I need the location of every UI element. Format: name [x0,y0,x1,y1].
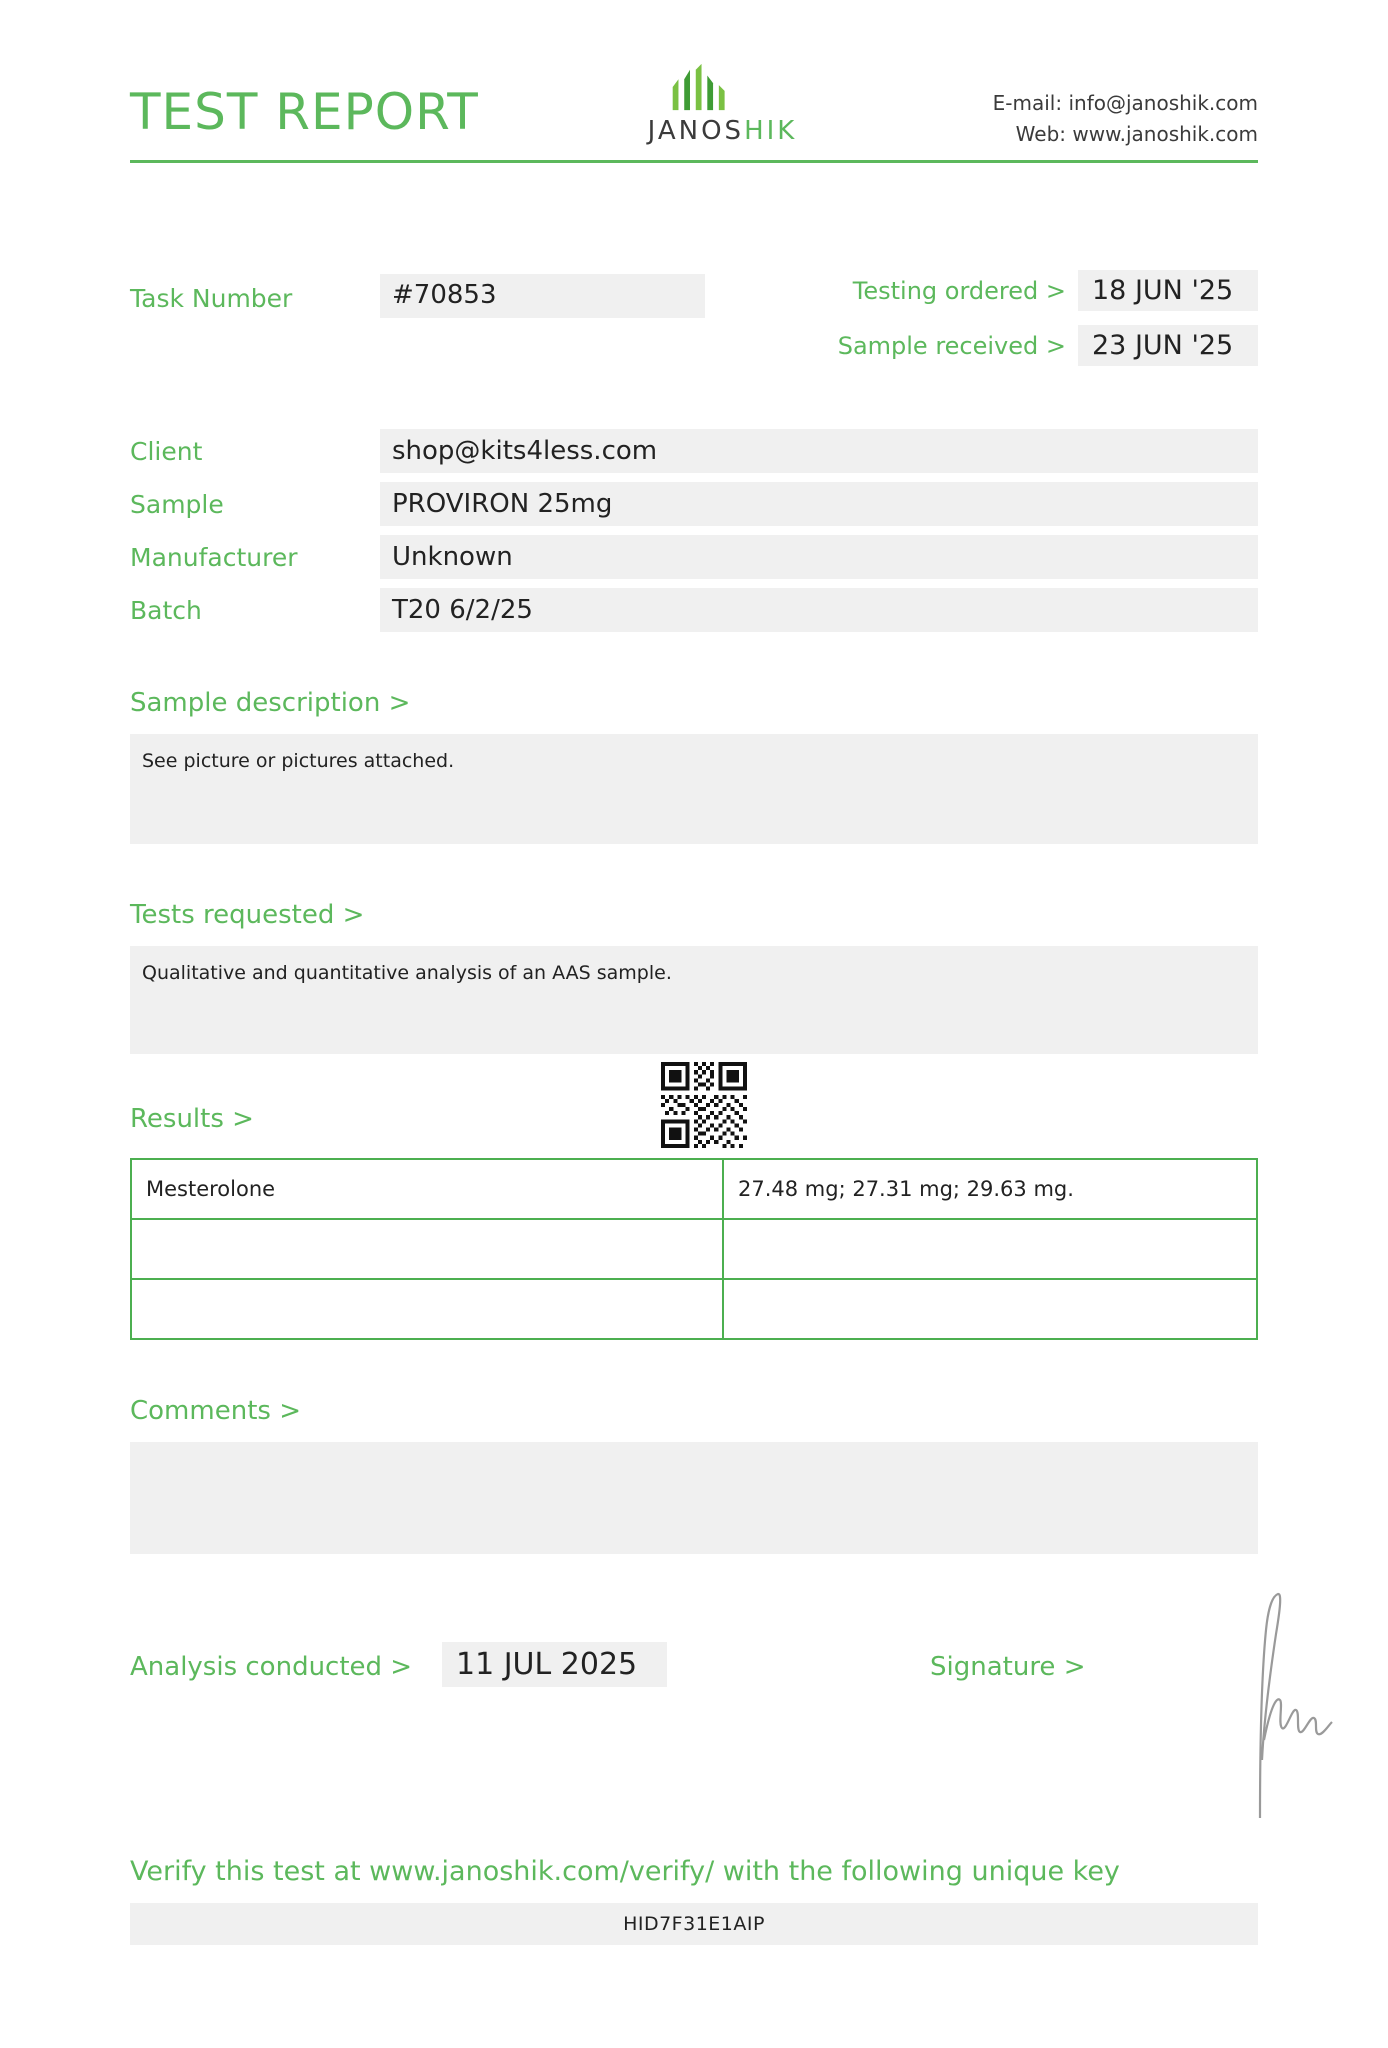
result-analyte: Mesterolone [131,1159,723,1219]
sample-description-text: See picture or pictures attached. [130,734,1258,844]
tests-requested-heading: Tests requested > [130,900,365,930]
page-title: TEST REPORT [130,83,479,141]
brand-wordmark-dark: JANOS [647,116,745,146]
testing-ordered-value: 18 JUN '25 [1078,270,1258,311]
result-value [723,1219,1257,1279]
sample-label: Sample [130,489,224,519]
table-row [131,1159,1257,1219]
unique-key-value: HID7F31E1AIP [130,1903,1258,1945]
date-block [778,270,1258,380]
signature-label: Signature > [930,1652,1086,1682]
comments-text [130,1442,1258,1554]
sample-description-heading: Sample description > [130,688,411,718]
table-row [131,1279,1257,1339]
task-number-value: #70853 [380,274,705,318]
brand-logo [615,62,830,146]
sample-received-row [778,325,1258,366]
header-divider [130,160,1258,163]
analysis-conducted-date: 11 JUL 2025 [442,1642,667,1687]
results-table [130,1158,1258,1340]
task-section [130,274,1258,379]
client-value: shop@kits4less.com [380,429,1258,473]
info-row-manufacturer [130,535,1258,579]
result-value [723,1279,1257,1339]
batch-value: T20 6/2/25 [380,588,1258,632]
sample-info-table [130,429,1258,632]
mountain-logo-icon [665,62,780,112]
manufacturer-label: Manufacturer [130,542,298,572]
signature-image [1220,1590,1360,1820]
info-row-sample [130,482,1258,526]
brand-wordmark [615,116,830,146]
verify-text: Verify this test at www.janoshik.com/verify/ with the following unique key [130,1856,1120,1887]
qr-code-icon [650,1062,758,1148]
manufacturer-value: Unknown [380,535,1258,579]
info-row-batch [130,588,1258,632]
table-row [131,1219,1257,1279]
testing-ordered-row [778,270,1258,311]
sample-received-value: 23 JUN '25 [1078,325,1258,366]
document-content [130,0,1258,1945]
sample-received-label: Sample received > [837,331,1066,360]
contact-email: E-mail: info@janoshik.com [992,91,1258,115]
document-header [130,0,1258,170]
analysis-conducted-label: Analysis conducted > [130,1652,413,1682]
result-analyte [131,1219,723,1279]
sample-value: PROVIRON 25mg [380,482,1258,526]
info-row-client [130,429,1258,473]
batch-label: Batch [130,595,202,625]
tests-requested-text: Qualitative and quantitative analysis of an AAS sample. [130,946,1258,1054]
task-number-label: Task Number [130,284,293,313]
brand-wordmark-green: HIK [744,116,798,146]
comments-heading: Comments > [130,1396,301,1426]
results-heading: Results > [130,1104,254,1134]
results-heading-row [130,1100,1258,1144]
result-value: 27.48 mg; 27.31 mg; 29.63 mg. [723,1159,1257,1219]
testing-ordered-label: Testing ordered > [852,276,1066,305]
result-analyte [131,1279,723,1339]
contact-web: Web: www.janoshik.com [1015,122,1258,146]
footer-section [130,1630,1258,1830]
client-label: Client [130,436,203,466]
contact-info [993,88,1258,150]
